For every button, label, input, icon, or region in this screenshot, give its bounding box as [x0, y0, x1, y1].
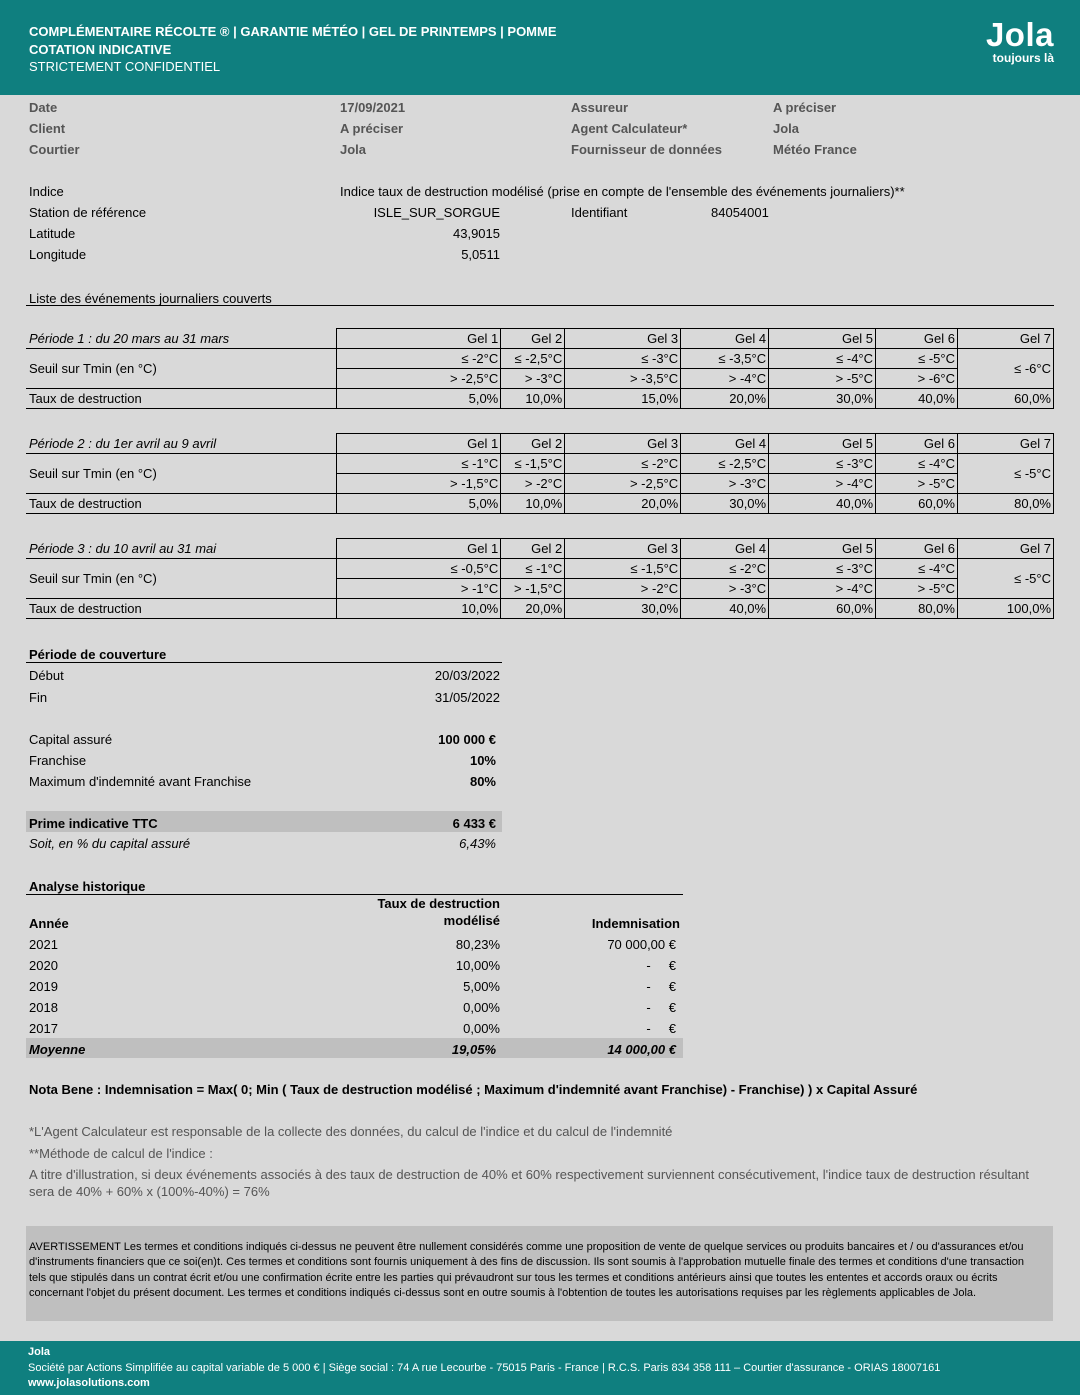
- history-divider: [26, 894, 683, 895]
- gel-header: Gel 7: [957, 539, 1053, 559]
- taux-value: 100,0%: [957, 599, 1053, 619]
- nota-bene: Nota Bene : Indemnisation = Max( 0; Min ( Taux de destruction modélisé ; Maximum d'indemnité avant Franchise) - Franchise) ) x Capital Assuré: [29, 1082, 918, 1097]
- indice-value: Indice taux de destruction modélisé (prise en compte de l'ensemble des événements journaliers)**: [340, 184, 905, 199]
- seuil-upper: ≤ -1,5°C: [501, 454, 565, 474]
- gel-header: Gel 1: [337, 539, 501, 559]
- courtier-value: Jola: [340, 142, 367, 157]
- fournisseur-label: Fournisseur de données: [571, 142, 722, 157]
- period-2-table: [26, 433, 1054, 514]
- date-label: Date: [29, 100, 58, 115]
- taux-value: 80,0%: [957, 494, 1053, 514]
- footer-legal: Société par Actions Simplifiée au capital variable de 5 000 € | Siège social : 74 A rue Lecourbe - 75015 Paris - France | R.C.S. Paris 834 358 111 – Courtier d'assurance - ORIAS 18007161: [28, 1362, 941, 1374]
- seuil-lower: > -2,5°C: [565, 474, 681, 494]
- soit-value: 6,43%: [459, 836, 496, 851]
- client-value: A préciser: [340, 121, 404, 136]
- seuil-lower: > -1°C: [337, 579, 501, 599]
- soit-label: Soit, en % du capital assuré: [29, 836, 191, 851]
- seuil-lower: > -5°C: [876, 474, 958, 494]
- taux-value: 5,0%: [337, 494, 501, 514]
- agent-value: Jola: [773, 121, 800, 136]
- period-title: Période 1 : du 20 mars au 31 mars: [29, 330, 230, 346]
- assureur-label: Assureur: [571, 100, 629, 115]
- history-indem: - €: [646, 1021, 676, 1036]
- seuil-lower: > -6°C: [876, 369, 958, 389]
- history-taux: 0,00%: [463, 1021, 500, 1036]
- history-year: 2017: [29, 1021, 58, 1036]
- taux-label: Taux de destruction: [26, 494, 337, 514]
- franchise-value: 10%: [469, 753, 496, 768]
- franchise-label: Franchise: [29, 753, 87, 768]
- header-title: COMPLÉMENTAIRE RÉCOLTE ® | GARANTIE MÉTÉO | GEL DE PRINTEMPS | POMME: [29, 24, 557, 39]
- history-year: 2018: [29, 1000, 58, 1015]
- seuil-upper: ≤ -3°C: [565, 349, 681, 369]
- agent-label: Agent Calculateur*: [571, 121, 688, 136]
- gel-header: Gel 2: [501, 434, 565, 454]
- seuil-upper: ≤ -1°C: [337, 454, 501, 474]
- fin-value: 31/05/2022: [434, 690, 500, 705]
- seuil-upper: ≤ -5°C: [876, 349, 958, 369]
- capital-label: Capital assuré: [29, 732, 113, 747]
- taux-value: 30,0%: [565, 599, 681, 619]
- seuil-upper: ≤ -1,5°C: [565, 559, 681, 579]
- seuil-lower: > -3°C: [681, 579, 769, 599]
- seuil-upper: ≤ -3°C: [769, 559, 876, 579]
- history-average-indem: 14 000,00 €: [607, 1042, 676, 1057]
- capital-value: 100 000 €: [438, 732, 496, 747]
- header-confidential: STRICTEMENT CONFIDENTIEL: [29, 59, 221, 74]
- seuil-lower: > -3°C: [681, 474, 769, 494]
- history-indem: - €: [646, 958, 676, 973]
- station-label: Station de référence: [29, 205, 147, 220]
- logo-name: Jola: [985, 16, 1054, 53]
- seuil-upper: ≤ -4°C: [876, 559, 958, 579]
- taux-value: 60,0%: [957, 389, 1053, 409]
- coverage-title: Période de couverture: [29, 647, 167, 662]
- taux-label: Taux de destruction: [26, 389, 337, 409]
- seuil-label: Seuil sur Tmin (en °C): [26, 349, 337, 389]
- gel-header: Gel 1: [337, 329, 501, 349]
- taux-value: 10,0%: [337, 599, 501, 619]
- longitude-label: Longitude: [29, 247, 87, 262]
- assureur-value: A préciser: [773, 100, 837, 115]
- seuil-upper: ≤ -2°C: [565, 454, 681, 474]
- note-agent: *L'Agent Calculateur est responsable de la collecte des données, du calcul de l'indice et du calcul de l'indemnité: [29, 1124, 673, 1139]
- debut-label: Début: [29, 668, 64, 683]
- jola-logo: [986, 18, 1054, 64]
- gel-header: Gel 5: [769, 434, 876, 454]
- history-indem: - €: [646, 1000, 676, 1015]
- gel-header: Gel 6: [876, 329, 958, 349]
- note-method-line2: sera de 40% + 60% x (100%-40%) = 76%: [29, 1184, 270, 1199]
- taux-value: 20,0%: [501, 599, 565, 619]
- seuil-upper: ≤ -3,5°C: [681, 349, 769, 369]
- seuil-upper: ≤ -4°C: [876, 454, 958, 474]
- taux-value: 10,0%: [501, 389, 565, 409]
- seuil-last: ≤ -5°C: [957, 454, 1053, 494]
- coverage-divider: [26, 662, 502, 663]
- seuil-lower: > -4°C: [769, 579, 876, 599]
- history-taux: 5,00%: [463, 979, 500, 994]
- latitude-value: 43,9015: [453, 226, 500, 241]
- gel-header: Gel 2: [501, 539, 565, 559]
- page-header: [0, 0, 1080, 95]
- period-1-table: [26, 328, 1054, 409]
- taux-value: 15,0%: [565, 389, 681, 409]
- gel-header: Gel 5: [769, 539, 876, 559]
- note-method-line1: A titre d'illustration, si deux événements associés à des taux de destruction de 40% et 60% respectivement surviennent consécutivement, l'indice taux de destruction résultant: [29, 1167, 1030, 1182]
- fournisseur-value: Météo France: [773, 142, 857, 157]
- seuil-lower: > -1,5°C: [501, 579, 565, 599]
- history-col-indemnisation: Indemnisation: [591, 916, 680, 931]
- seuil-lower: > -3,5°C: [565, 369, 681, 389]
- history-indem: - €: [646, 979, 676, 994]
- courtier-label: Courtier: [29, 142, 80, 157]
- station-value: ISLE_SUR_SORGUE: [373, 205, 500, 220]
- longitude-value: 5,0511: [461, 247, 500, 262]
- taux-value: 80,0%: [876, 599, 958, 619]
- max-indemnite-label: Maximum d'indemnité avant Franchise: [29, 774, 252, 789]
- gel-header: Gel 4: [681, 539, 769, 559]
- note-method-title: **Méthode de calcul de l'indice :: [29, 1146, 213, 1161]
- seuil-lower: > -1,5°C: [337, 474, 501, 494]
- seuil-upper: ≤ -4°C: [769, 349, 876, 369]
- gel-header: Gel 3: [565, 434, 681, 454]
- seuil-lower: > -2°C: [501, 474, 565, 494]
- seuil-upper: ≤ -2,5°C: [681, 454, 769, 474]
- client-label: Client: [29, 121, 66, 136]
- taux-value: 60,0%: [769, 599, 876, 619]
- latitude-label: Latitude: [29, 226, 76, 241]
- prime-label: Prime indicative TTC: [29, 816, 158, 831]
- seuil-lower: > -4°C: [769, 474, 876, 494]
- period-3-table: [26, 538, 1054, 619]
- seuil-lower: > -4°C: [681, 369, 769, 389]
- history-col-taux-line2: modélisé: [443, 913, 500, 928]
- identifiant-value: 84054001: [711, 205, 769, 220]
- history-taux: 80,23%: [455, 937, 500, 952]
- indice-label: Indice: [29, 184, 64, 199]
- events-title: Liste des événements journaliers couverts: [29, 291, 272, 306]
- taux-value: 20,0%: [565, 494, 681, 514]
- taux-value: 20,0%: [681, 389, 769, 409]
- seuil-upper: ≤ -2,5°C: [501, 349, 565, 369]
- gel-header: Gel 7: [957, 434, 1053, 454]
- period-title: Période 3 : du 10 avril au 31 mai: [29, 540, 217, 556]
- seuil-upper: ≤ -3°C: [769, 454, 876, 474]
- gel-header: Gel 3: [565, 539, 681, 559]
- taux-value: 40,0%: [681, 599, 769, 619]
- taux-label: Taux de destruction: [26, 599, 337, 619]
- gel-header: Gel 2: [501, 329, 565, 349]
- seuil-upper: ≤ -2°C: [681, 559, 769, 579]
- taux-value: 30,0%: [681, 494, 769, 514]
- debut-value: 20/03/2022: [434, 668, 500, 683]
- fin-label: Fin: [29, 690, 48, 705]
- seuil-lower: > -2,5°C: [337, 369, 501, 389]
- gel-header: Gel 6: [876, 434, 958, 454]
- history-average-label: Moyenne: [29, 1042, 86, 1057]
- gel-header: Gel 1: [337, 434, 501, 454]
- max-indemnite-value: 80%: [469, 774, 496, 789]
- gel-header: Gel 5: [769, 329, 876, 349]
- taux-value: 40,0%: [769, 494, 876, 514]
- taux-value: 5,0%: [337, 389, 501, 409]
- history-year: 2019: [29, 979, 58, 994]
- gel-header: Gel 4: [681, 434, 769, 454]
- seuil-lower: > -5°C: [876, 579, 958, 599]
- prime-value: 6 433 €: [452, 816, 496, 831]
- warning-box: AVERTISSEMENT Les termes et conditions indiqués ci-dessus ne peuvent être nullement considérés comme une proposition de vente de quelque services ou produits bancaires et / ou d'assurances et/ou d'instruments financiers que ce soi(en)t. Ces termes et conditions sont fournis uniquement à des fins de discussion. Ils sont soumis à l'approbation mutuelle finale des termes et conditions d'une transaction tels que stipulés dans un contrat écrit et/ou une confirmation écrite entre les parties qui prévaudront sur tous les termes et conditions antérieurs ainsi que toutes les ententes et accords oraux ou écrits concernant l'objet du présent document. Les termes et conditions indiqués ci-dessus sont en outre soumis à l'obtention de toutes les autorisations requises par les règlements applicables de Jola.: [26, 1226, 1053, 1321]
- page-footer: [0, 1341, 1080, 1395]
- identifiant-label: Identifiant: [571, 205, 628, 220]
- logo-tagline: toujours là: [992, 51, 1054, 65]
- date-value: 17/09/2021: [340, 100, 406, 115]
- taux-value: 60,0%: [876, 494, 958, 514]
- seuil-lower: > -5°C: [769, 369, 876, 389]
- seuil-upper: ≤ -1°C: [501, 559, 565, 579]
- taux-value: 40,0%: [876, 389, 958, 409]
- history-title: Analyse historique: [29, 879, 146, 894]
- taux-value: 30,0%: [769, 389, 876, 409]
- history-taux: 10,00%: [455, 958, 500, 973]
- history-year: 2020: [29, 958, 58, 973]
- gel-header: Gel 6: [876, 539, 958, 559]
- footer-website-link[interactable]: www.jolasolutions.com: [28, 1377, 150, 1389]
- history-average-taux: 19,05%: [451, 1042, 496, 1057]
- gel-header: Gel 3: [565, 329, 681, 349]
- events-divider: [26, 305, 1054, 306]
- gel-header: Gel 4: [681, 329, 769, 349]
- seuil-upper: ≤ -2°C: [337, 349, 501, 369]
- footer-company: Jola: [28, 1346, 51, 1358]
- gel-header: Gel 7: [957, 329, 1053, 349]
- history-col-taux-line1: Taux de destruction: [377, 896, 500, 911]
- seuil-last: ≤ -5°C: [957, 559, 1053, 599]
- history-taux: 0,00%: [463, 1000, 500, 1015]
- seuil-upper: ≤ -0,5°C: [337, 559, 501, 579]
- seuil-label: Seuil sur Tmin (en °C): [26, 454, 337, 494]
- history-indem: 70 000,00 €: [607, 937, 676, 952]
- period-title: Période 2 : du 1er avril au 9 avril: [29, 435, 217, 451]
- history-col-year: Année: [29, 916, 69, 931]
- seuil-lower: > -3°C: [501, 369, 565, 389]
- taux-value: 10,0%: [501, 494, 565, 514]
- header-subtitle: COTATION INDICATIVE: [29, 42, 172, 57]
- seuil-lower: > -2°C: [565, 579, 681, 599]
- seuil-label: Seuil sur Tmin (en °C): [26, 559, 337, 599]
- seuil-last: ≤ -6°C: [957, 349, 1053, 389]
- history-year: 2021: [29, 937, 58, 952]
